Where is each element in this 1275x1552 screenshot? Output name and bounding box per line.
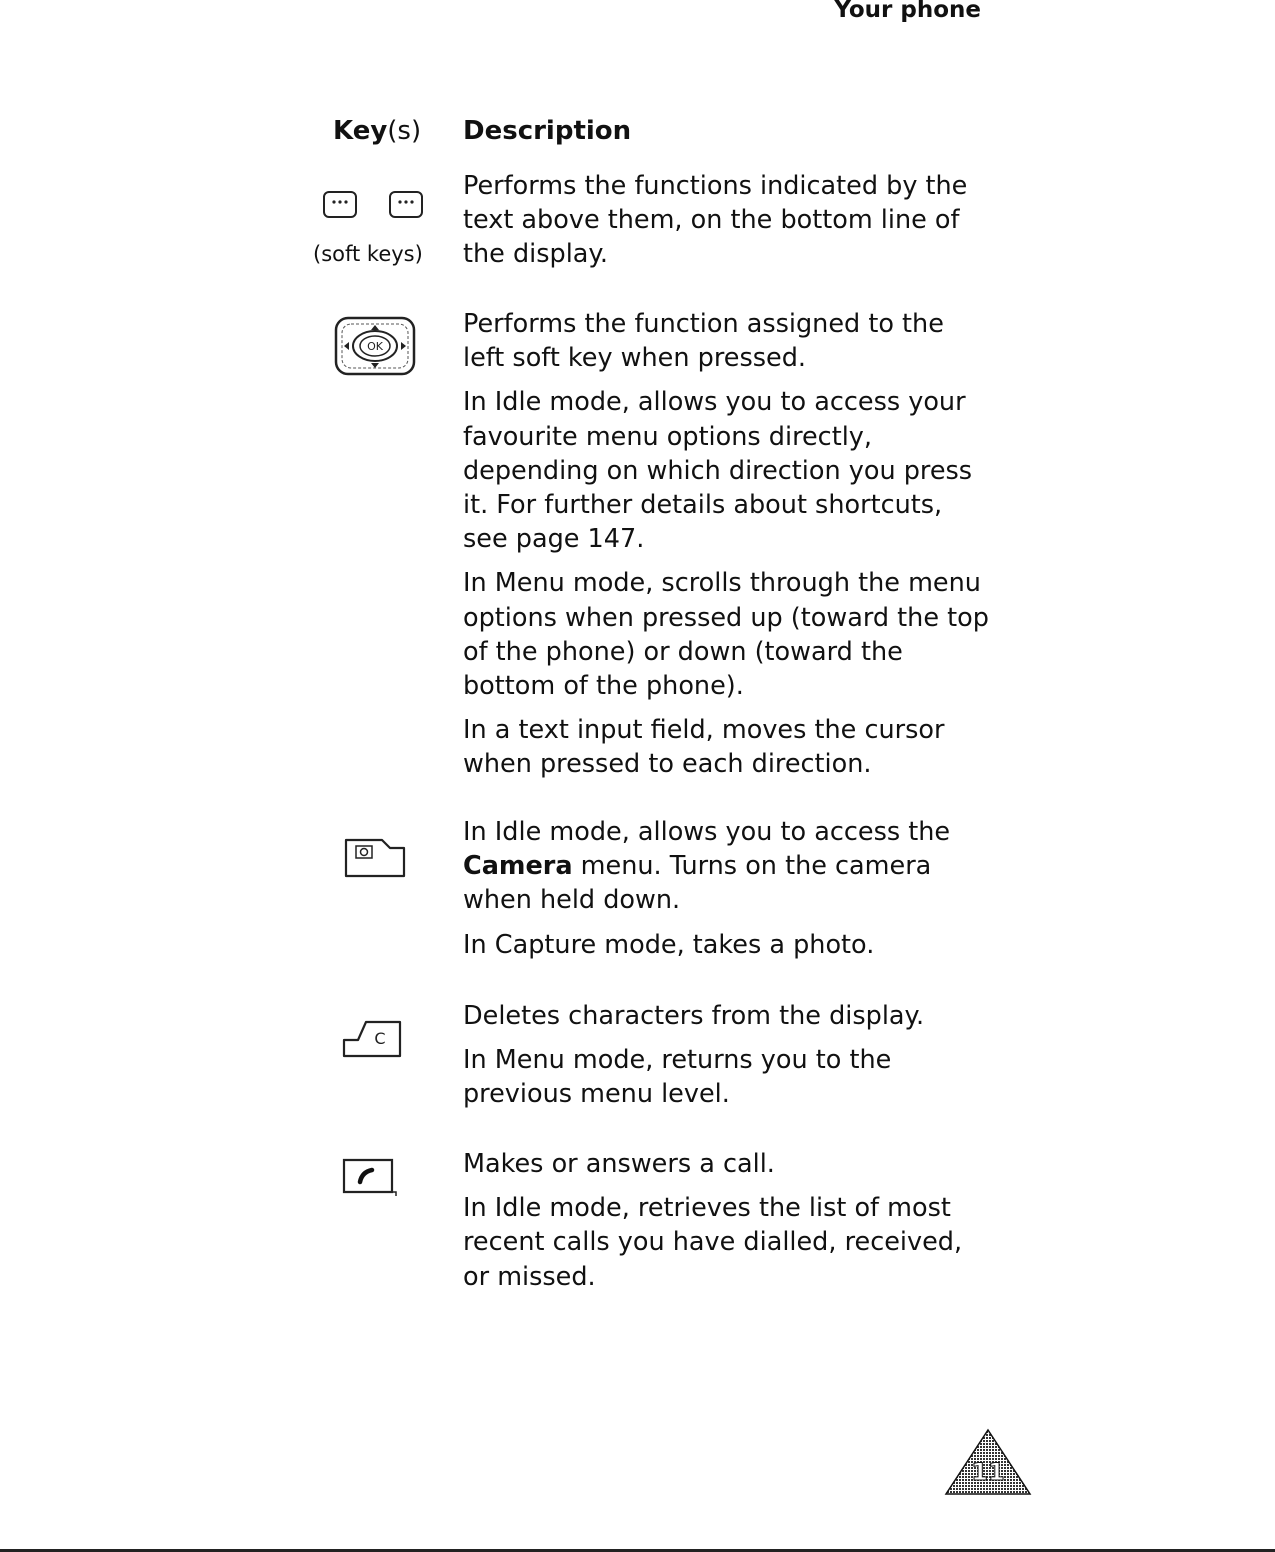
row-description-camera-key [463, 815, 993, 972]
row-description-call-key [463, 1147, 993, 1304]
description-paragraph: In Menu mode, scrolls through the menu options when pressed up (toward the top of the phone) or down (toward the bottom of the phone). [463, 568, 989, 702]
clear-key-icon [340, 1016, 406, 1062]
description-paragraph: Makes or answers a call. [463, 1149, 775, 1179]
soft-keys-label: (soft keys) [313, 242, 423, 266]
description-paragraph: In Idle mode, retrieves the list of most recent calls you have dialled, received, or missed. [463, 1193, 963, 1292]
ok-key-label: OK [367, 340, 383, 353]
column-header-key: Key(s) [333, 116, 422, 146]
call-key-icon [340, 1156, 400, 1198]
page-number-badge [944, 1428, 1032, 1496]
clear-key-label: C [374, 1029, 386, 1048]
description-paragraph: In Idle mode, allows you to access the Camera menu. Turns on the camera when held down. [463, 817, 951, 916]
navigation-ok-key-icon [334, 316, 418, 378]
description-paragraph: In a text input field, moves the cursor when pressed to each direction. [463, 715, 945, 780]
description-paragraph: In Menu mode, returns you to the previous menu level. [463, 1045, 892, 1110]
column-header-description: Description [463, 116, 632, 146]
camera-menu-name: Camera [463, 851, 573, 882]
page-number: 11 [971, 1458, 1005, 1486]
row-description-clear-key [463, 999, 993, 1122]
description-paragraph: Performs the functions indicated by the text above them, on the bottom line of the display. [463, 171, 968, 270]
soft-keys-icon [320, 186, 426, 226]
row-description-soft-keys [463, 169, 993, 282]
description-paragraph: In Capture mode, takes a photo. [463, 929, 875, 960]
description-paragraph: Deletes characters from the display. [463, 1001, 925, 1031]
row-description-navigation-key [463, 307, 993, 792]
camera-key-icon [342, 832, 410, 880]
section-title: Your phone [834, 0, 981, 23]
description-paragraph: In Idle mode, allows you to access your favourite menu options directly, depending on which direction you press it. For further details about shortcuts, see page 147. [463, 387, 973, 555]
description-paragraph: Performs the function assigned to the left soft key when pressed. [463, 309, 944, 374]
